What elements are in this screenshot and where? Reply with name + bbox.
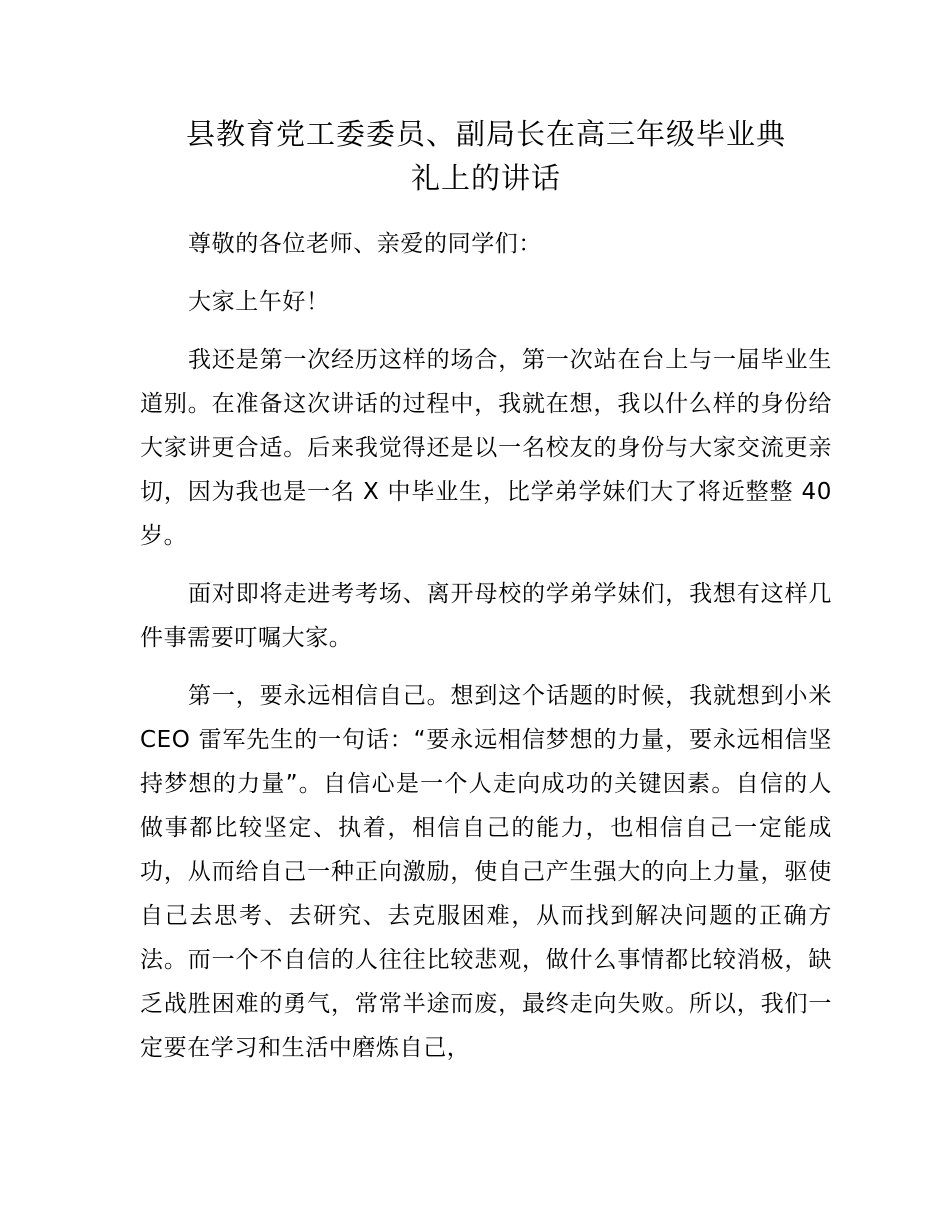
greeting-paragraph: 大家上午好！ bbox=[188, 289, 330, 315]
intro-paragraph: 我还是第一次经历这样的场合，第一次站在台上与一届毕业生道别。在准备这次讲话的过程中，我就在想，我以什么样的身份给大家讲更合适。后来我觉得还是以一名校友的身份与大家交流更亲切，因为我也是一名 X 中毕业生，比学弟学妹们大了将近整整 40 岁。 bbox=[140, 347, 832, 549]
point-one-paragraph: 第一，要永远相信自己。想到这个话题的时候，我就想到小米 CEO 雷军先生的一句话：“要永远相信梦想的力量，要永远相信坚持梦想的力量”。自信心是一个人走向成功的关键因素。自信的人做事都比较坚定、执着，相信自己的能力，也相信自己一定能成功，从而给自己一种正向激励，使自己产生强大的向上力量，驱使自己去思考、去研究、去克服困难，从而找到解决问题的正确方法。而一个不自信的人往往比较悲观，做什么事情都比较消极，缺乏战胜困难的勇气，常常半途而废，最终走向失败。所以，我们一定要在学习和生活中磨炼自己， bbox=[140, 683, 832, 1061]
document-title bbox=[140, 112, 832, 200]
transition-paragraph: 面对即将走进考考场、离开母校的学弟学妹们，我想有这样几件事需要叮嘱大家。 bbox=[140, 581, 832, 651]
title-line-1: 县教育党工委委员、副局长在高三年级毕业典 bbox=[185, 117, 786, 151]
salutation-paragraph: 尊敬的各位老师、亲爱的同学们： bbox=[188, 231, 542, 257]
title-line-2: 礼上的讲话 bbox=[410, 161, 561, 195]
